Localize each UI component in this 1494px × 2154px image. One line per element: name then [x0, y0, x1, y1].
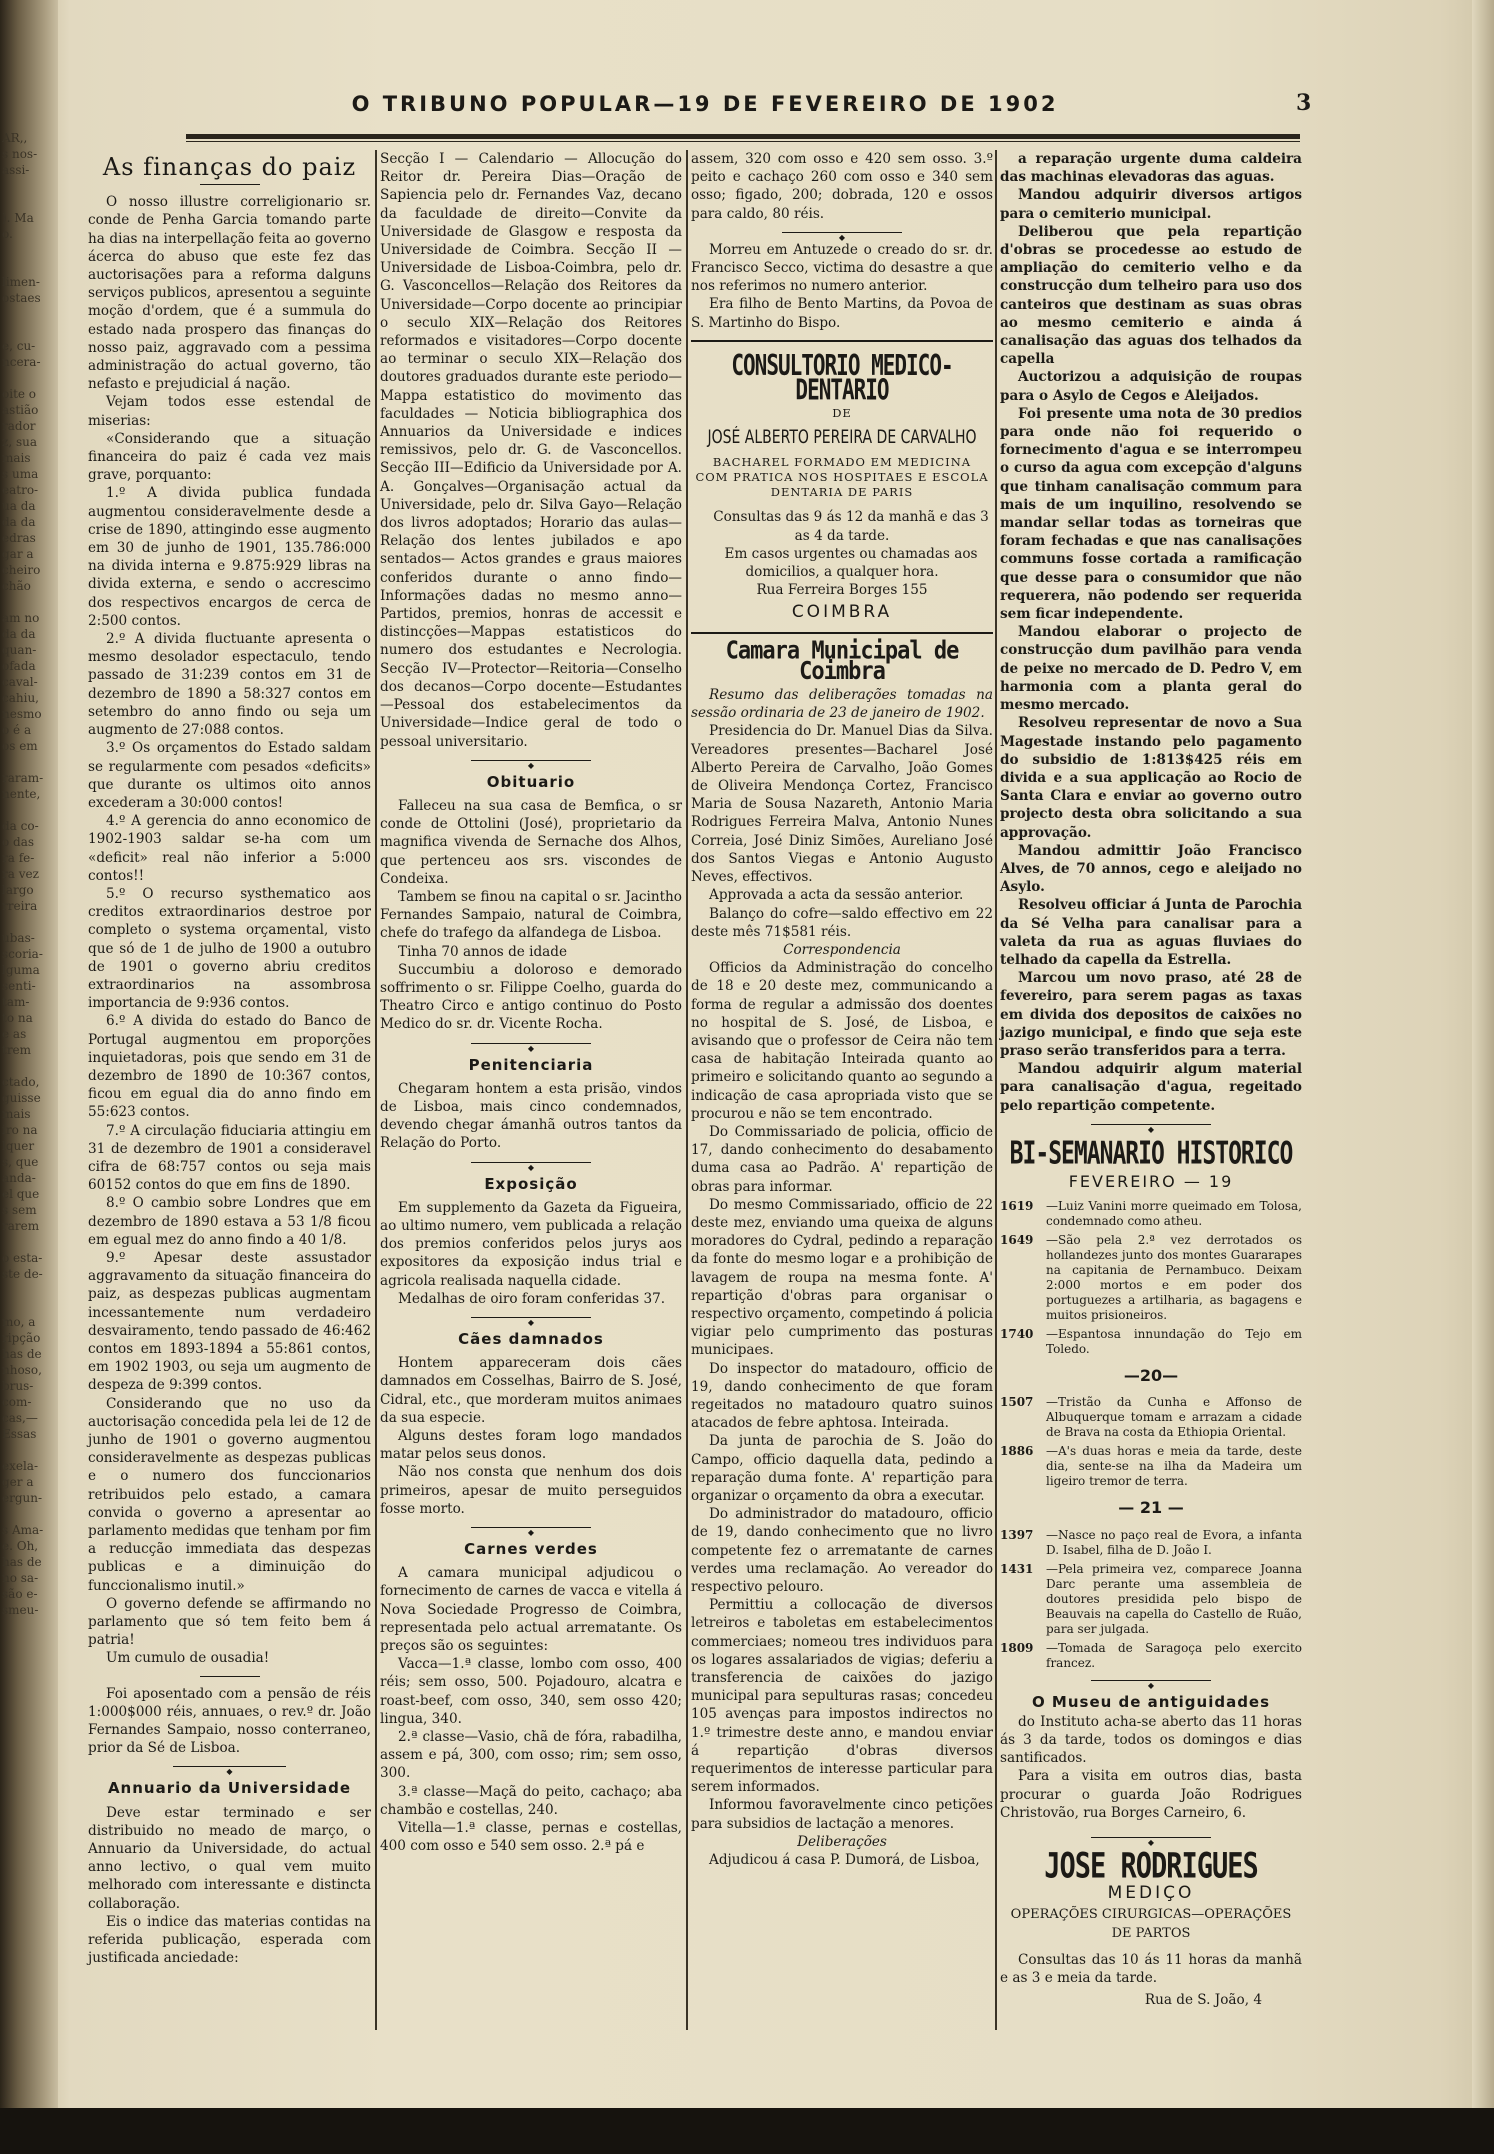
- day-21-head: — 21 —: [1118, 1498, 1184, 1518]
- prev-column-fragment: [2, 1442, 48, 1458]
- prev-column-fragment: am no: [2, 611, 40, 625]
- prev-column-fragment: ergun-: [2, 1491, 43, 1505]
- prev-column-fragment: [2, 914, 48, 930]
- history-text: —A's duas horas e meia da tarde, deste dia, sente-se na ilha da Madeira um ligeiro tremor de terra.: [1046, 1444, 1302, 1489]
- header-rule: [186, 134, 1300, 139]
- paragraph: Morreu em Antuzede o creado do sr. dr. Francisco Secco, victima do desastre a que nos referimos no numero anterior.: [691, 241, 993, 295]
- prev-column-fragment: ofada: [2, 659, 36, 673]
- paragraph: Tambem se finou na capital o sr. Jacintho Fernandes Sampaio, natural de Coimbra, chefe do trafego da alfandega de Lisboa.: [380, 888, 682, 942]
- prev-column-fragment: tam-: [2, 995, 30, 1009]
- day-19-entries: [1000, 1199, 1302, 1357]
- prev-column-fragment: [2, 258, 48, 274]
- list-item: 6.º A divida do estado do Banco de Portugal augmentou em proporções inquietadoras, pois que sendo em 31 de dezembro de 1890 de 10:367 contos, ficou em egual dia do anno findo em 55:623 contos.: [88, 1013, 371, 1121]
- history-text: —São pela 2.ª vez derrotados os hollandezes junto dos montes Guararapes na capitania de Pernambuco. Deixam 2:000 mortos e em poder dos portuguezes a artilharia, as bagagens e muitos prisioneiros.: [1046, 1233, 1302, 1323]
- penitenciaria-body: Chegaram hontem a esta prisão, vindos de Lisboa, mais cinco condemnados, devendo chegar ámanhã outros tantos da Relação do Porto.: [380, 1080, 682, 1152]
- history-entry: [1000, 1562, 1302, 1637]
- column-separator: [686, 150, 688, 2030]
- paragraph: Hontem appareceram dois cães damnados em Cosselhas, Bairro de S. José, Cidral, etc., que morderam muitos animaes da sua especie.: [380, 1355, 682, 1426]
- prev-column-fragment: s Ama-: [2, 1523, 44, 1537]
- list-item: 3.º Os orçamentos do Estado saldam se regularmente com pesados «deficits» que durante os ultimos oito annos excederam a 30:000 contos!: [88, 740, 371, 811]
- rodrigues-title: MEDIÇO: [1107, 1883, 1195, 1904]
- prev-column-fragment: rreira: [2, 899, 38, 913]
- prev-column-fragment: são e-: [2, 1587, 38, 1601]
- prev-column-fragment: cahiu,: [2, 691, 39, 705]
- column-separator: [375, 150, 377, 2030]
- prev-column-fragment: caval-: [2, 675, 38, 689]
- paragraph: «Considerando que a situação financeira do paiz é cada vez mais grave, porquanto:: [88, 430, 371, 484]
- bisemanario-month: FEVEREIRO — 19: [1068, 1171, 1234, 1191]
- list-item: 8.º O cambio sobre Londres que em dezembro de 1890 estava a 53 1/8 ficou em egual mez do anno findo a 40 1/8.: [88, 1195, 371, 1248]
- paragraph: Falleceu na sua casa de Bemfica, o sr conde de Ottolini (José), proprietario da magnifica vivenda de Sernache dos Alhos, que pertenceu aos srs. viscondes de Condeixa.: [380, 797, 682, 887]
- paragraph: A camara municipal adjudicou o fornecimento de carnes de vacca e vitella á Nova Sociedade Progresso de Coimbra, representada pelo actual arrematante. Os preços são os seguintes:: [380, 1565, 682, 1655]
- rodrigues-name: JOSE RODRIGUES: [1044, 1846, 1258, 1887]
- history-text: —Nasce no paço real de Evora, a infanta D. Isabel, filha de D. João I.: [1046, 1527, 1302, 1557]
- history-text: —Luiz Vanini morre queimado em Tolosa, condemnado como atheu.: [1046, 1199, 1302, 1229]
- caes-body: [380, 1354, 682, 1518]
- paragraph: Vejam todos esse estendal de miserias:: [88, 394, 371, 429]
- ornament-divider: [380, 1522, 682, 1532]
- prev-column-fragment: o.: [2, 227, 13, 241]
- history-entry: [1000, 1199, 1302, 1229]
- history-entry: [1000, 1641, 1302, 1671]
- history-entry: [1000, 1528, 1302, 1558]
- prev-column-fragment: [2, 1282, 48, 1298]
- rodrigues-hours: Consultas das 10 ás 11 horas da manhã e as 3 e meia da tarde.: [1000, 1951, 1302, 1987]
- divider: [200, 184, 260, 185]
- correspondencia-body: [691, 959, 993, 1833]
- prev-column-fragment: chão: [2, 579, 31, 593]
- paragraph: Mandou elaborar o projecto de construcção dum pavilhão para venda de peixe no mercado de D. Pedro V, em harmonia com a planta geral do mesmo mercado.: [1000, 624, 1302, 714]
- section-title-obituario: Obituario: [486, 772, 576, 791]
- prev-column-fragment: [2, 594, 48, 610]
- consultorio-city: COIMBRA: [791, 602, 893, 623]
- article-body: [88, 193, 371, 484]
- section-title-caes: Cães damnados: [458, 1329, 604, 1348]
- section-title-penitenciaria: Penitenciaria: [468, 1055, 594, 1074]
- history-year: 1886: [1000, 1444, 1034, 1459]
- page-number: 3: [1296, 90, 1312, 116]
- prev-column-fragment: [2, 194, 48, 210]
- paragraph: Não nos consta que nenhum dos dois primeiros, apesar de muito perseguidos fosse morto.: [380, 1464, 682, 1517]
- prev-column-fragment: da co-: [2, 819, 39, 833]
- prev-column-fragment: mais: [2, 451, 31, 465]
- prev-column-fragment: [2, 1058, 48, 1074]
- prev-column-fragment: [2, 1506, 48, 1522]
- paragraph: do Instituto acha-se aberto das 11 horas ás 3 da tarde, todos os domingos e dias santificados.: [1000, 1713, 1302, 1767]
- prev-column-fragment: exela-: [2, 1459, 39, 1473]
- prev-column-fragment: trem: [2, 1043, 32, 1057]
- annuario-body: [88, 1804, 371, 1968]
- prev-column-fragment: da da: [2, 627, 36, 641]
- prev-column-fragment: s nos-: [2, 147, 38, 161]
- history-year: 1431: [1000, 1561, 1034, 1576]
- ornament-divider: [380, 1157, 682, 1167]
- paragraph: Do inspector do matadouro, officio de 19, dando conhecimento de que foram regeitados no matadouro quatro suinos atacados de febre aphtosa. Inteirada.: [691, 1360, 993, 1432]
- history-entry: [1000, 1444, 1302, 1489]
- prev-column-fragment: [2, 754, 48, 770]
- prev-column-fragment: lquer: [2, 1139, 35, 1153]
- prev-column-fragment: quan-: [2, 643, 37, 657]
- article-title-financas: As finanças do paiz: [102, 153, 357, 181]
- camara-resumo: Resumo das deliberações tomadas na sessão ordinaria de 23 de janeiro de 1902.: [691, 687, 993, 722]
- day-20-head: —20—: [1123, 1366, 1179, 1386]
- prev-column-fragment: iro na: [2, 1123, 38, 1137]
- prev-column-fragment: cheiro: [2, 563, 41, 577]
- paragraph: Vacca—1.ª classe, lombo com osso, 400 réis; sem osso, 500. Pojadouro, alcatra e roast-beef, com osso, 340, sem osso 420; lingua, 340.: [380, 1656, 682, 1727]
- paragraph: Tinha 70 annos de idade: [398, 943, 568, 960]
- prev-column-fragment: s uma: [2, 467, 39, 481]
- prev-column-fragment: ger a: [2, 1475, 34, 1489]
- prev-column-fragment: ua da: [2, 499, 36, 513]
- deliberacoes-start: Adjudicou á casa P. Dumorá, de Lisboa,: [709, 1852, 980, 1869]
- paragraph: Resolveu representar de novo a Sua Magestade instando pelo pagamento do subsidio de 1:813$425 réis em divida e a sua applicação ao Rocio de Santa Clara e enviar ao governo outro projecto desta obra solicitando a sua approvação.: [1000, 715, 1302, 841]
- paragraph: Permittiu a collocação de diversos letreiros e taboletas em estabelecimentos commerciaes; nomeou tres individuos para os logares assalariados de vigias; deferiu a transferencia de caixões do jazigo municipal para sepulturas rasas; concedeu 105 avenças para impostos indirectos no 1.º trimestre deste anno, e mandou enviar á repartição d'obras diversos requerimentos de interesse particular para serem informados.: [691, 1597, 993, 1796]
- paragraph: Considerando que no uso da auctorisação concedida pela lei de 12 de junho de 1901 o governo augmentou consideravelmente as despezas publicas e o numero dos funccionarios retribuidos pelo estado, a camara convida o governo a apresentar ao parlamento medidas que tenham por fim a reducção immediata das despezas publicas e a diminuição do funccionalismo inutil.»: [88, 1395, 371, 1594]
- paragraph: 3.ª classe—Maçã do peito, cachaço; aba chambão e costellas, 240.: [380, 1783, 682, 1818]
- prev-column-fragment: o esta-: [2, 1251, 43, 1265]
- paragraph: Mandou adquirir algum material para canalisação d'agua, regeitado pelo repartição competente.: [1000, 1061, 1302, 1114]
- museu-body: [1000, 1713, 1302, 1822]
- page-header: O TRIBUNO POPULAR—19 DE FEVEREIRO DE 1902: [351, 92, 1059, 116]
- consultorio-doctor: JOSÉ ALBERTO PEREIRA DE CARVALHO: [707, 427, 977, 449]
- prev-column-fragment: limen-: [2, 275, 40, 289]
- prev-column-fragment: ripção: [2, 1331, 41, 1345]
- paragraph: Era filho de Bento Martins, da Povoa de S. Martinho do Bispo.: [691, 296, 993, 331]
- consultorio-title: CONSULTORIO MEDICO-DENTARIO: [731, 349, 953, 407]
- paragraph: O governo defende se affirmando no parlamento que só tem feito bem á patria!: [88, 1595, 371, 1649]
- paragraph: a reparação urgente duma caldeira das machinas elevadoras das aguas.: [1000, 151, 1302, 186]
- history-year: 1619: [1000, 1199, 1034, 1214]
- consultorio-urgent: Em casos urgentes ou chamadas aos domicilios, a qualquer hora.: [724, 545, 978, 581]
- paragraph: Da junta de parochia de S. João do Campo, officio daquella data, pedindo a reparação duma fonte. A' repartição para organizar o orçamento da obra a executar.: [691, 1433, 993, 1504]
- prev-column-fragment: [2, 370, 48, 386]
- prev-column-fragment: Essas: [2, 1427, 37, 1441]
- previous-page-column: [2, 130, 48, 1618]
- history-year: 1649: [1000, 1233, 1034, 1248]
- paragraph: Deliberou que pela repartição d'obras se procedesse ao estudo de ampliação do cemiterio velho e da construcção dum telheiro para uso dos canteiros que destinam as suas obras ao mesmo cemiterio e ainda á canalisação das aguas dos telhados da capella: [1000, 223, 1302, 368]
- annuario-seccoes: Secção I — Calendario — Allocução do Reitor dr. Pereira Dias—Oração de Sapiencia pelo dr. Fernandes Vaz, decano da faculdade de direito—Convite da Universidade de Glasgow e resposta da Universidade de Coimbra. Secção II — Universidade de Lisboa-Coimbra, pelo dr. G. Vasconcellos—Relação dos Reitores da Universidade—Corpo docente ao principiar o seculo XIX—Relação dos Reitores reformados e visitadores—Corpo docente ao terminar o seculo XIX—Relação dos doutores graduados durante este periodo—Mappa estatistico do movimento das faculdades — Noticia bibliographica dos Annuarios da Universidade e indices remissivos, pelo dr. G. de Vasconcellos. Secção III—Edificio da Universidade por A. A. Gonçalves—Organisação actual da Universidade, pelo dr. Silva Gayo—Relação dos livros adoptados; Horario das aulas—Relação dos lentes jubilados e apo sentados— Actos grandes e graus maiores conferidos durante o anno findo—Informações dadas no mesmo anno—Partidos, premios, honras de accessit e distincções—Mappas estatisticos do numero dos estudantes e Necrologia. Secção IV—Protector—Reitoria—Conselho dos decanos—Corpo docente—Estudantes—Pessoal dos estabelecimentos da Universidade—Indice geral de todo o pessoal universitario.: [380, 151, 682, 750]
- deliberacoes-title: Deliberações: [797, 1833, 887, 1850]
- prev-column-fragment: ctado,: [2, 1075, 40, 1089]
- prev-column-fragment: e. Oh,: [2, 1539, 39, 1553]
- paragraph: Auctorizou a adquisição de roupas para o Asylo de Cegos e Aleijados.: [1000, 369, 1302, 404]
- page-edge: [1472, 0, 1494, 2154]
- prev-column-fragment: lguma: [2, 963, 40, 977]
- aposentado-notice: Foi aposentado com a pensão de réis 1:000$000 réis, annuaes, o rev.º dr. João Fernandes Sampaio, nosso conterraneo, prior da Sé de Lisboa.: [88, 1685, 371, 1757]
- paragraph: Eis o indice das materias contidas na referida publicação, esperada com justificada anciedade:: [88, 1913, 371, 1967]
- prev-column-fragment: e, cu-: [2, 339, 36, 353]
- prev-column-fragment: z, sua: [2, 435, 37, 449]
- history-year: 1397: [1000, 1527, 1034, 1542]
- consultorio-hours: Consultas das 9 ás 12 da manhã e das 3 as 4 da tarde.: [713, 509, 989, 544]
- consultorio-de: DE: [832, 406, 852, 421]
- paragraph: Do Commissariado de policia, officio de 17, dando conhecimento do desabamento duma casa ao Padrão. A' repartição de obras para informar.: [691, 1123, 993, 1195]
- museu-title: O Museu de antiguidades: [1031, 1692, 1271, 1711]
- consultorio-address: Rua Ferreira Borges 155: [756, 582, 928, 599]
- paragraph: O nosso illustre correligionario sr. conde de Penha Garcia tomando parte ha dias na interpellação feita ao governo ácerca do abuso que este fez das auctorisações para a reforma dalguns serviços publicos, apresentou a seguinte moção d'ordem, que é a summula do estado nada prospero das finanças do nosso paiz, aggravado com a pessima administração do actual governo, tão nefasto e prejudicial á nação.: [88, 194, 371, 393]
- list-item: 7.º A circulação fiduciaria attingiu em 31 de dezembro de 1901 a consideravel cifra de 68:757 contos ou seja mais 60152 contos do que em fins de 1890.: [88, 1122, 371, 1194]
- day-20-entries: [1000, 1395, 1302, 1489]
- paragraph: Marcou um novo praso, até 28 de fevereiro, para serem pagas as taxas em divida dos depositos de caixões no jazigo municipal, e findo que seja este praso serão transferidos para a terra.: [1000, 970, 1302, 1059]
- prev-column-fragment: has de: [2, 1555, 42, 1569]
- prev-column-fragment: [2, 242, 48, 258]
- header-rule-thin: [186, 141, 1300, 142]
- prev-column-fragment: s sem: [2, 1203, 37, 1217]
- camara-title: Camara Municipal de Coimbra: [725, 636, 959, 687]
- paragraph: Balanço do cofre—saldo effectivo em 22 deste mês 71$581 réis.: [691, 905, 993, 940]
- paragraph: Succumbiu a doloroso e demorado soffrimento o sr. Filippe Coelho, guarda do Theatro Circo e antigo continuo do Posto Medico do sr. dr. Vicente Rocha.: [380, 961, 682, 1033]
- section-title-exposicao: Exposição: [484, 1174, 578, 1193]
- paragraph: Officios da Administração do concelho de 18 e 20 deste mez, communicando a forma de regular a admissão dos doentes no hospital de S. José, de Lisboa, e avisando que o professor de Ceira não tem casa de habitação Inteirada quanto ao primeiro e solicitando quanto ao segundo a indicação de casa apropriada visto que se procurou e não se tem encontrado.: [691, 960, 993, 1122]
- paragraph: Alguns destes foram logo mandados matar pelos seus donos.: [380, 1428, 682, 1463]
- list-item: 5.º O recurso systhematico aos creditos extraordinarios destroe por completo o systema orçamental, visto que só de 1 de julho de 1900 a outubro de 1901 o governo abriu creditos extraordinarios na assombrosa importancia de 9:936 contos.: [88, 885, 371, 1012]
- paragraph: Approvada a acta da sessão anterior.: [709, 887, 964, 904]
- history-text: —Pela primeira vez, comparece Joanna Darc perante uma assembleia de doutores presidida pelo bispo de Beauvais na capella do Castello de Ruão, para ser julgada.: [1046, 1561, 1302, 1636]
- prev-column-fragment: gar a: [2, 547, 34, 561]
- prev-column-fragment: [2, 1234, 48, 1250]
- paragraph: Mandou admittir João Francisco Alves, de 70 annos, cego e aleijado no Asylo.: [1000, 842, 1302, 896]
- prev-column-fragment: cas,—: [2, 1411, 38, 1425]
- column-3: [691, 150, 993, 1869]
- prev-column-fragment: nente,: [2, 787, 41, 801]
- ornament-divider: [380, 1312, 682, 1322]
- rodrigues-address: Rua de S. João, 4: [1144, 1992, 1262, 2009]
- paragraph: Foi presente uma nota de 30 predios para onde não foi requerido o fornecimento d'agua e se interrompeu o curso da agua com excepção d'alguns que tinham canalisação commum para mais de um inquilino, resolvendo se mandar sellar todas as torneiras que foram fechadas e que nas canalisações communs fosse cortada a ramificação que desse para o consumidor que não requerera, não podendo ser requerida sem ficar independente.: [1000, 405, 1302, 623]
- history-text: —Tristão da Cunha e Affonso de Albuquerque tomam e arrazam a cidade de Brava na costa da Ethiopia Oriental.: [1046, 1395, 1302, 1440]
- list-item: 4.º A gerencia do anno economico de 1902-1903 saldar se-ha com um «deficit» real não inferior a 5:000 contos!!: [88, 813, 371, 884]
- paragraph: Do mesmo Commissariado, officio de 22 deste mez, enviando uma queixa de alguns moradores do Cydral, pedindo a reparação da fonte do mesmo logar e a prohibição de lavagem de roupa na mesma fonte. A' repartição d'obras para organisar o respectivo orçamento, competindo á policia vigiar pelo cumprimento das posturas municipaes.: [691, 1196, 993, 1359]
- ornament-divider: [1000, 1119, 1302, 1129]
- prev-column-fragment: astião: [2, 403, 39, 417]
- prev-column-fragment: os em: [2, 739, 38, 753]
- prev-column-fragment: [2, 306, 48, 322]
- history-year: 1507: [1000, 1395, 1034, 1410]
- prev-column-fragment: ra vez: [2, 867, 39, 881]
- prev-column-fragment: scoria-: [2, 947, 43, 961]
- prev-column-fragment: rarem: [2, 1219, 40, 1233]
- paragraph: Para a visita em outros dias, basta procurar o guarda João Rodrigues Christovão, rua Borges Carneiro, 6.: [1000, 1768, 1302, 1821]
- prev-column-fragment: raram-: [2, 771, 44, 785]
- prev-column-fragment: has de: [2, 1347, 42, 1361]
- paragraph: Vitella—1.ª classe, pernas e costellas, 400 com osso e 540 sem osso. 2.ª pá e: [380, 1820, 682, 1855]
- prev-column-fragment: nhoso,: [2, 1363, 42, 1377]
- carnes-continued: assem, 320 com osso e 420 sem osso. 3.º peito e cachaço 260 com osso e 340 sem osso; figado, 200; dobrada, 120 e ossos para caldo, 80 réis.: [691, 151, 993, 222]
- prev-column-fragment: ubas-: [2, 931, 35, 945]
- prev-column-fragment: mais: [2, 1107, 31, 1121]
- prev-column-fragment: ncera-: [2, 355, 41, 369]
- history-entry: [1000, 1233, 1302, 1323]
- prev-column-fragment: ). Ma: [2, 211, 34, 225]
- deliberacoes-continued: [1000, 150, 1302, 1115]
- divider: [200, 1676, 260, 1677]
- column-4: [1000, 150, 1302, 2009]
- column-1: [88, 150, 371, 1968]
- prev-column-fragment: eatro-: [2, 483, 39, 497]
- prev-column-fragment: oite o: [2, 387, 37, 401]
- ornament-divider: [380, 755, 682, 765]
- list-item: 1.º A divida publica fundada augmentou consideravelmente desde a crise de 1890, attingindo esse augmento em 30 de junho de 1901, 135.786:000 na divida interna e 9.875:929 libras na divida externa, e sendo o accrescimo dos respectivos encargos de cerca de 2:500 contos.: [88, 485, 371, 629]
- prev-column-fragment: o das: [2, 835, 35, 849]
- column-2: [380, 150, 682, 1855]
- correspondencia-title: Correspondencia: [783, 941, 901, 958]
- morreu-notice: [691, 241, 993, 332]
- prev-column-fragment: no sa-: [2, 1571, 39, 1585]
- prev-column-fragment: AR,,: [2, 131, 28, 145]
- section-title-annuario: Annuario da Universidade: [107, 1779, 352, 1798]
- history-year: 1809: [1000, 1640, 1034, 1655]
- column-separator: [995, 150, 997, 2030]
- prev-column-fragment: ste de-: [2, 1267, 43, 1281]
- ornament-divider: [380, 1038, 682, 1048]
- prev-column-fragment: anda-: [2, 1171, 36, 1185]
- prev-column-fragment: ostaes: [2, 291, 41, 305]
- obituario-body: [380, 797, 682, 1034]
- prev-column-fragment: assi-: [2, 163, 30, 177]
- bottom-edge: [0, 2108, 1494, 2154]
- article-conclusion: [88, 1395, 371, 1668]
- prev-column-fragment: [2, 322, 48, 338]
- history-text: —Espantosa innundação do Tejo em Toledo.: [1046, 1327, 1302, 1357]
- history-entry: [1000, 1327, 1302, 1357]
- prev-column-fragment: smeu-: [2, 1603, 39, 1617]
- prev-column-fragment: edras: [2, 531, 36, 545]
- history-entry: [1000, 1395, 1302, 1440]
- history-text: —Tomada de Saragoça pelo exercito francez.: [1046, 1640, 1302, 1670]
- prev-column-fragment: rador: [2, 419, 36, 433]
- exposicao-body: [380, 1199, 682, 1308]
- consultorio-ad: [691, 340, 993, 634]
- prev-column-fragment: e as: [2, 1027, 27, 1041]
- paragraph: 2.ª classe—Vasio, chã de fóra, rabadilha, assem e pá, 300, com osso; rim; sem osso, 300.: [380, 1729, 682, 1782]
- bisemanario-title: BI-SEMANARIO HISTORICO: [1009, 1136, 1293, 1172]
- ornament-divider: [88, 1761, 371, 1771]
- prev-column-fragment: [2, 802, 48, 818]
- prev-column-fragment: da da: [2, 515, 36, 529]
- carnes-body: [380, 1564, 682, 1855]
- prev-column-fragment: ra fe-: [2, 851, 35, 865]
- prev-column-fragment: el que: [2, 1187, 40, 1201]
- paragraph: Em supplemento da Gazeta da Figueira, ao ultimo numero, vem publicada a relação dos premios conferidos pelos jurys aos expositores da exposição indus trial e agricola realisada naquella cidade.: [380, 1199, 682, 1289]
- ornament-divider: [1000, 1675, 1302, 1685]
- prev-column-fragment: nesmo: [2, 707, 42, 721]
- prev-column-fragment: o é a: [2, 723, 32, 737]
- consultorio-desc: BACHAREL FORMADO EM MEDICINA COM PRATICA NOS HOSPITAES E ESCOLA DENTARIA DE PARIS: [695, 455, 989, 500]
- article-items: [88, 484, 371, 1394]
- paragraph: Presidencia do Dr. Manuel Dias da Silva. Vereadores presentes—Bacharel José Alberto Pereira de Carvalho, João Gomes de Oliveira Mendonça Cortez, Francisco Maria de Sousa Nazareth, Antonio Maria Rodrigues Ferreira Malva, Antonio Nunes Correia, José Diniz Simões, Aureliano José dos Santos Viegas e Antonio Augusto Neves, effectivos.: [691, 723, 993, 886]
- prev-column-fragment: com-: [2, 1395, 32, 1409]
- prev-column-fragment: guisse: [2, 1091, 41, 1105]
- prev-column-fragment: s, que: [2, 1155, 39, 1169]
- camara-body: [691, 722, 993, 940]
- prev-column-fragment: largo: [2, 883, 34, 897]
- list-item: 2.º A divida fluctuante apresenta o mesmo desolador espectaculo, tendo passado de 31:239 contos em 31 de dezembro de 1890 a 58:327 contos em setembro do anno findo ou seja um augmento de 27:088 contos.: [88, 631, 371, 739]
- history-year: 1740: [1000, 1327, 1034, 1342]
- paragraph: Do administrador do matadouro, officio de 19, dando conhecimento que no livro competente fez o arrematante de carnes verdes uma reclamação. Ao vereador do respectivo pelouro.: [691, 1506, 993, 1596]
- prev-column-fragment: to na: [2, 1011, 33, 1025]
- paragraph: Informou favoravelmente cinco petições para subsidios de lactação a menores.: [691, 1797, 993, 1832]
- day-21-entries: [1000, 1528, 1302, 1671]
- prev-column-fragment: mo, a: [2, 1315, 36, 1329]
- paragraph: Medalhas de oiro foram conferidas 37.: [398, 1290, 666, 1307]
- paragraph: Mandou adquirir diversos artigos para o cemiterio municipal.: [1000, 187, 1302, 222]
- paragraph: Um cumulo de ousadia!: [106, 1650, 270, 1667]
- paragraph: Deve estar terminado e ser distribuido no meado de março, o Annuario da Universidade, do actual anno lectivo, o qual vem muito melhorado com interessante e distincta collaboração.: [88, 1804, 371, 1912]
- prev-column-fragment: [2, 1298, 48, 1314]
- ornament-divider: [1000, 1832, 1302, 1842]
- prev-column-fragment: [2, 178, 48, 194]
- paragraph: Resolveu officiar á Junta de Parochia da Sé Velha para canalisar para a valeta da rua as aguas fluviaes do telhado da capella da Estrella.: [1000, 897, 1302, 968]
- ornament-divider: [691, 227, 993, 237]
- section-title-carnes: Carnes verdes: [464, 1540, 598, 1559]
- list-item: 9.º Apesar deste assustador aggravamento da situação financeira do paiz, as despezas publicas augmentam incessantemente num verdadeiro desvairamento, tendo passado de 46:462 contos em 1893-1894 a 55:861 contos, em 1902 1903, ou seja um augmento de despeza de 9:399 contos.: [88, 1249, 371, 1394]
- rodrigues-ops: OPERAÇÕES CIRURGICAS—OPERAÇÕES DE PARTOS: [1010, 1907, 1292, 1941]
- prev-column-fragment: brus-: [2, 1379, 34, 1393]
- prev-column-fragment: senti-: [2, 979, 36, 993]
